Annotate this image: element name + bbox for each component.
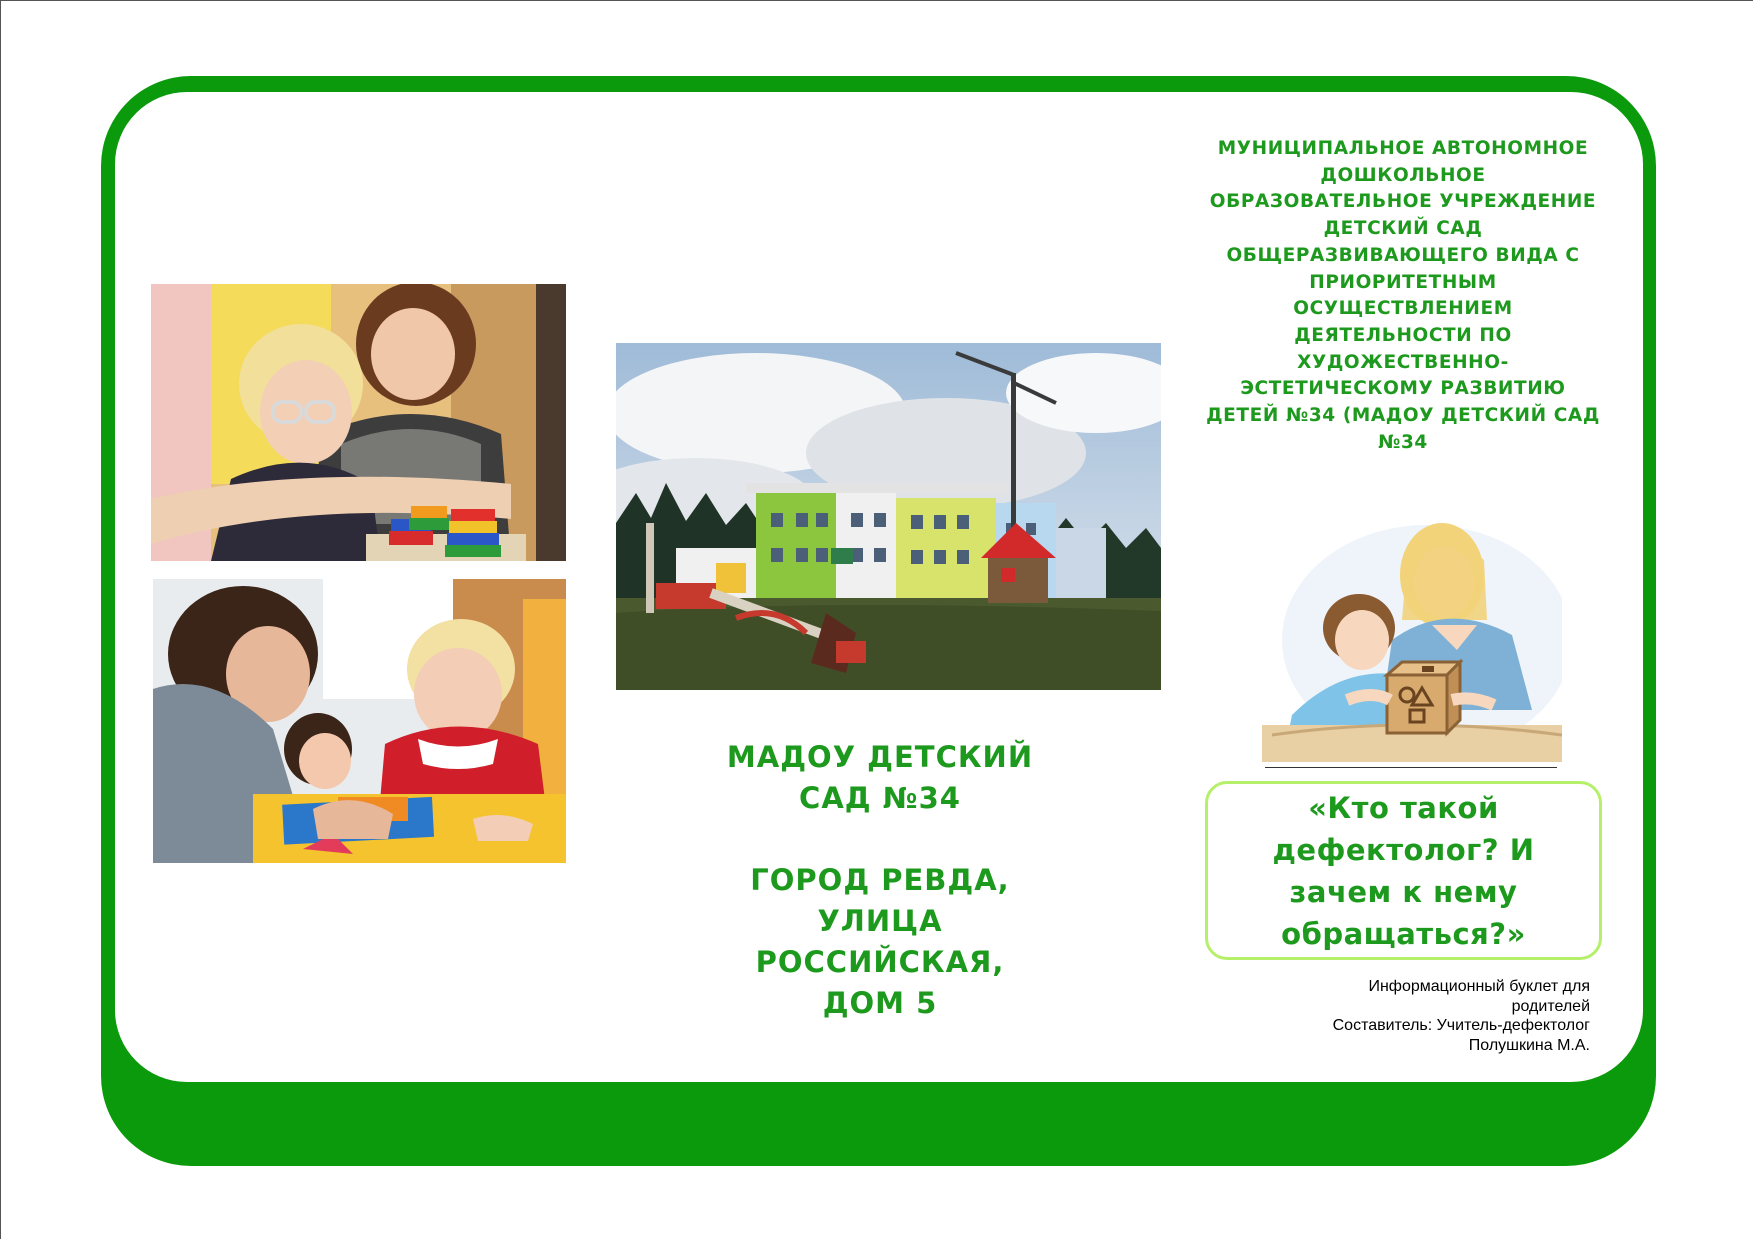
booklet-title-line: обращаться?» <box>1281 917 1526 951</box>
org-name-line: ДОШКОЛЬНОЕ <box>1320 164 1486 186</box>
org-name-line: ПРИОРИТЕТНЫМ <box>1309 271 1497 293</box>
booklet-title-line: «Кто такой <box>1308 791 1499 825</box>
booklet-title <box>1205 787 1602 955</box>
org-name-line: ДЕЯТЕЛЬНОСТИ ПО <box>1294 324 1512 346</box>
org-name-line: ОСУЩЕСТВЛЕНИЕМ <box>1293 298 1513 320</box>
booklet-title-line: дефектолог? И <box>1272 833 1535 867</box>
address-line: ДОМ 5 <box>822 986 938 1020</box>
org-name-line: МУНИЦИПАЛЬНОЕ АВТОНОМНОЕ <box>1217 138 1589 159</box>
booklet-author-line: Полушкина М.А. <box>1468 1036 1590 1054</box>
booklet-title-line: зачем к нему <box>1289 875 1518 909</box>
divider-line <box>1265 767 1557 768</box>
org-name-line: ОБРАЗОВАТЕЛЬНОЕ УЧРЕЖДЕНИЕ <box>1209 191 1597 213</box>
org-name-line: ДЕТСКИЙ САД <box>1323 218 1483 240</box>
org-name-line: ХУДОЖЕСТВЕННО- <box>1297 351 1509 373</box>
short-name-line: САД №34 <box>799 781 961 815</box>
photo-teacher-child-stacking-toy <box>151 284 566 561</box>
org-name-line: №34 <box>1378 431 1428 453</box>
booklet-author-line: Составитель: Учитель-дефектолог <box>1332 1017 1590 1034</box>
short-name-line: МАДОУ ДЕТСКИЙ <box>726 740 1034 774</box>
address-line: ГОРОД РЕВДА, <box>750 863 1010 897</box>
kindergarten-address <box>660 860 1100 1024</box>
booklet-info-line: Информационный буклет для <box>1368 978 1590 995</box>
org-name-line: ОБЩЕРАЗВИВАЮЩЕГО ВИДА С <box>1226 244 1580 266</box>
kindergarten-short-name <box>660 737 1100 819</box>
organization-full-name <box>1198 136 1608 456</box>
photo-teacher-children-drawing <box>153 579 566 863</box>
illustration-teacher-boy-shape-cube <box>1262 500 1562 762</box>
org-name-line: ЭСТЕТИЧЕСКОМУ РАЗВИТИЮ <box>1240 378 1566 400</box>
org-name-line: ДЕТЕЙ №34 (МАДОУ ДЕТСКИЙ САД <box>1206 405 1600 427</box>
booklet-info-line: родителей <box>1511 997 1590 1015</box>
address-line: УЛИЦА <box>817 904 943 938</box>
booklet-info <box>1240 977 1590 1055</box>
address-line: РОССИЙСКАЯ, <box>755 945 1005 979</box>
photo-kindergarten-building <box>616 343 1161 690</box>
